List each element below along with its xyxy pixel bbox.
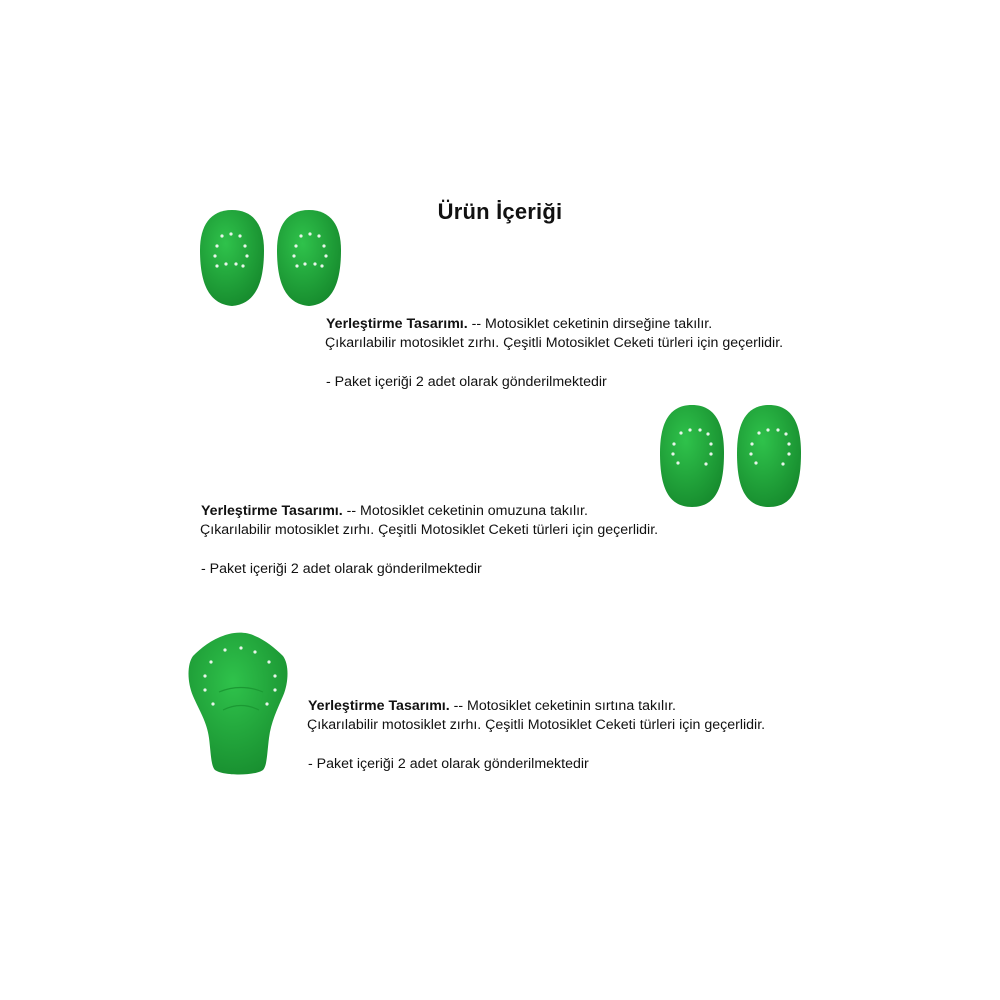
elbow-label-rest: -- Motosiklet ceketinin dirseğine takılır.: [467, 316, 713, 332]
shoulder-armor-pad-right: [735, 403, 803, 509]
elbow-armor-pad-right: [275, 208, 343, 308]
elbow-description: Çıkarılabilir motosiklet zırhı. Çeşitli Motosiklet Ceketi türleri için geçerlidir.: [325, 335, 784, 351]
page-title: [0, 199, 1000, 225]
elbow-section-text: [326, 315, 783, 392]
elbow-label-bold: Yerleştirme Tasarımı.: [326, 316, 468, 332]
back-package-note: - Paket içeriği 2 adet olarak gönderilmektedir: [308, 756, 589, 772]
page-title-text: Ürün İçeriği: [437, 199, 563, 224]
shoulder-armor-pad-left: [658, 403, 726, 509]
back-label-line: [308, 697, 765, 716]
shoulder-section-text: [201, 502, 658, 579]
back-label-rest: -- Motosiklet ceketinin sırtına takılır.: [449, 698, 676, 714]
back-label-bold: Yerleştirme Tasarımı.: [308, 698, 450, 714]
back-description: Çıkarılabilir motosiklet zırhı. Çeşitli Motosiklet Ceketi türleri için geçerlidir.: [307, 717, 766, 733]
elbow-package-note: - Paket içeriği 2 adet olarak gönderilmektedir: [326, 374, 607, 390]
elbow-label-line: [326, 315, 783, 334]
shoulder-description: Çıkarılabilir motosiklet zırhı. Çeşitli Motosiklet Ceketi türleri için geçerlidir.: [200, 522, 659, 538]
shoulder-label-rest: -- Motosiklet ceketinin omuzuna takılır.: [342, 503, 588, 519]
shoulder-label-bold: Yerleştirme Tasarımı.: [201, 503, 343, 519]
back-armor-pad: [183, 630, 293, 776]
shoulder-package-note: - Paket içeriği 2 adet olarak gönderilmektedir: [201, 561, 482, 577]
shoulder-label-line: [201, 502, 658, 521]
back-section-text: [308, 697, 765, 774]
elbow-armor-pad-left: [198, 208, 266, 308]
